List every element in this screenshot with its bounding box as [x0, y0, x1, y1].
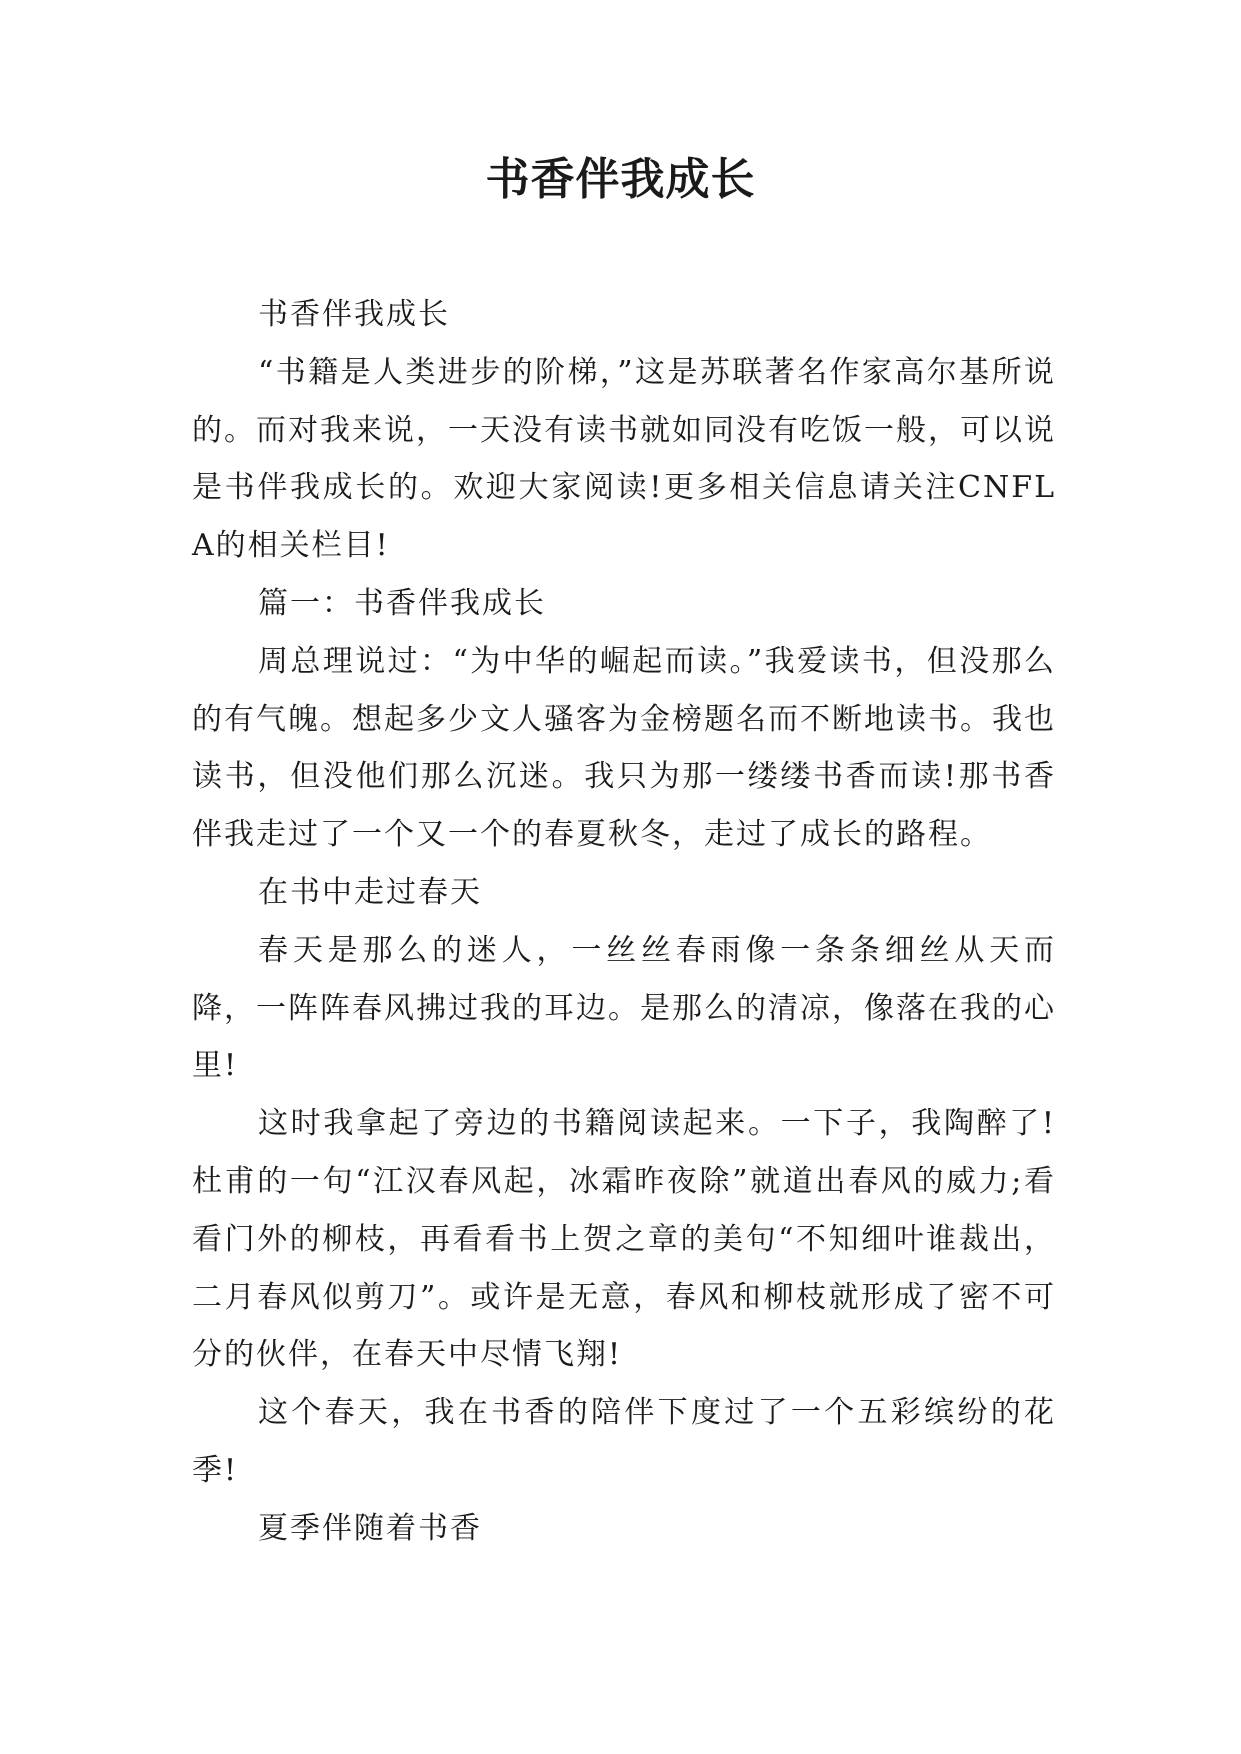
paragraph-subheading-spring: 在书中走过春天: [258, 874, 482, 910]
paragraph-body: 周总理说过：“为中华的崛起而读。”我爱读书，但没那么的有气魄。想起多少文人骚客为金榜题名而不断地读书。我也读书，但没他们那么沉迷。我只为那一缕缕书香而读!那书香伴我走过了一个又一个的春夏秋冬，走过了成长的路程。: [192, 643, 1056, 853]
paragraph-subtitle: 书香伴我成长: [258, 297, 450, 332]
paragraph-body: 这时我拿起了旁边的书籍阅读起来。一下子，我陶醉了!杜甫的一句“江汉春风起，冰霜昨夜除”就道出春风的威力;看看门外的柳枝，再看看书上贺之章的美句“不知细叶谁裁出，二月春风似剪刀”。或许是无意，春风和柳枝就形成了密不可分的伙伴，在春天中尽情飞翔!: [192, 1106, 1056, 1373]
paragraph-intro: “书籍是人类进步的阶梯，”这是苏联著名作家高尔基所说的。而对我来说，一天没有读书就如同没有吃饭一般，可以说是书伴我成长的。欢迎大家阅读!更多相关信息请关注CNFLA的相关栏目!: [192, 354, 1056, 564]
document-title: 书香伴我成长: [485, 154, 756, 205]
paragraph-subheading-summer: 夏季伴随着书香: [258, 1510, 482, 1546]
paragraph-body: 这个春天，我在书香的陪伴下度过了一个五彩缤纷的花季!: [192, 1395, 1056, 1488]
document-body: [192, 286, 1056, 1558]
paragraph-section-heading: 篇一：书香伴我成长: [258, 585, 546, 621]
paragraph-body: 春天是那么的迷人，一丝丝春雨像一条条细丝从天而降，一阵阵春风拂过我的耳边。是那么的清凉，像落在我的心里!: [192, 932, 1056, 1084]
